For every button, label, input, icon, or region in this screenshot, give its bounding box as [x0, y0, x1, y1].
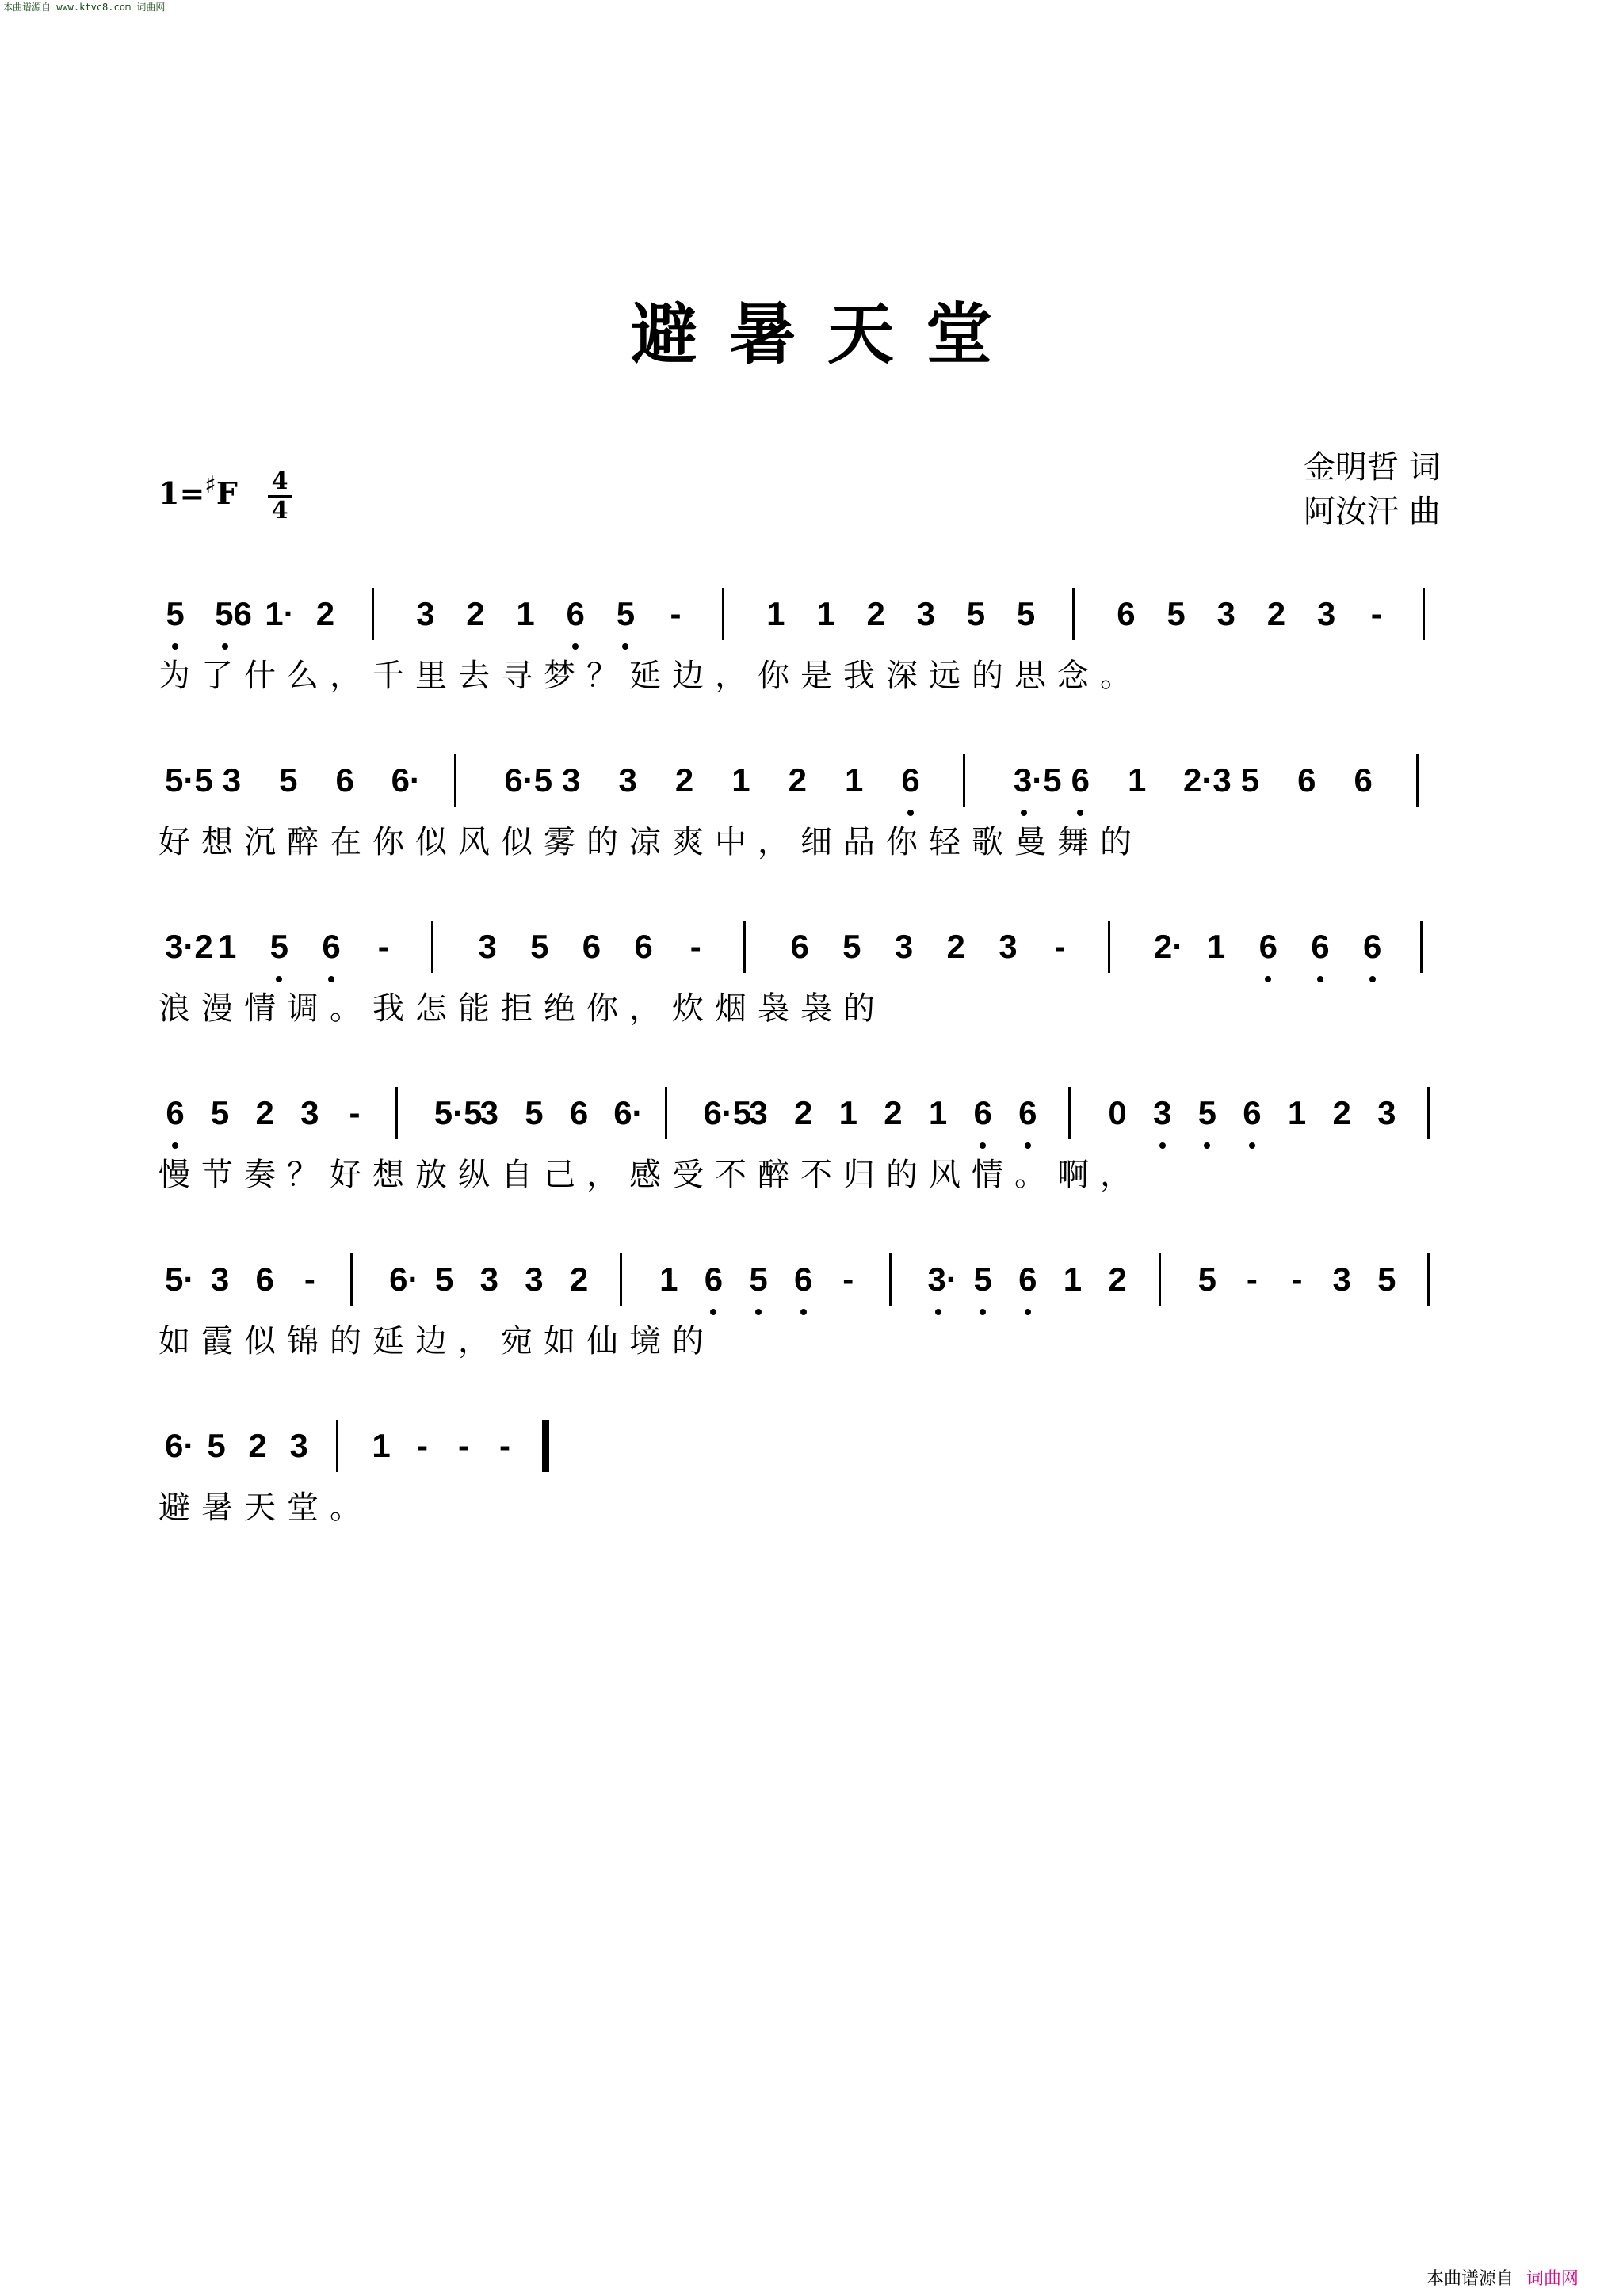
note: 6	[973, 1094, 992, 1131]
note: 5	[749, 1261, 768, 1298]
score-row	[0, 762, 1623, 889]
note: 6·	[391, 761, 421, 799]
lyric-line: 如霞似锦的延边，宛如仙境的	[158, 1323, 715, 1360]
note: 3·	[927, 1261, 957, 1298]
note: 6	[1018, 1261, 1037, 1298]
barline	[743, 921, 746, 973]
note: 6	[1018, 1094, 1037, 1131]
low-octave-dot	[1021, 810, 1027, 816]
note: 2	[255, 1094, 274, 1131]
barline	[1427, 1087, 1430, 1139]
credits	[1304, 445, 1441, 534]
note: 1·	[265, 595, 295, 632]
low-octave-dot	[980, 1309, 986, 1315]
low-octave-dot	[328, 976, 334, 982]
note: 2	[674, 761, 694, 799]
note: 2	[788, 761, 807, 799]
note: 6	[1117, 595, 1136, 632]
note: 1	[1206, 928, 1226, 965]
note: 3	[289, 1427, 308, 1464]
note: -	[377, 928, 389, 965]
key-signature	[158, 471, 238, 511]
note: 5	[525, 1094, 544, 1131]
low-octave-dot	[1159, 1142, 1166, 1149]
note: 6·5	[504, 761, 553, 799]
barline	[372, 588, 374, 640]
note: 1	[766, 595, 785, 632]
note: 3	[1316, 595, 1336, 632]
note: 1	[928, 1094, 948, 1131]
note: 6·	[613, 1094, 643, 1131]
note: 2	[248, 1427, 267, 1464]
score-row	[0, 929, 1623, 1055]
low-octave-dot	[622, 643, 628, 650]
lyric-line: 慢节奏？好想放纵自己，感受不醉不归的风情。啊，	[158, 1157, 1143, 1193]
note: 6	[1297, 761, 1316, 799]
note: 2	[794, 1094, 813, 1131]
low-octave-dot	[1249, 1142, 1255, 1149]
barline	[454, 754, 456, 807]
note: -	[1054, 928, 1066, 965]
score-row	[0, 596, 1623, 723]
low-octave-dot	[710, 1309, 716, 1315]
note: 1	[217, 928, 237, 965]
note: 5	[1240, 761, 1260, 799]
note: 2	[1266, 595, 1286, 632]
note: 5·5	[433, 1094, 483, 1131]
barline	[1108, 921, 1110, 973]
key-label: 1=	[158, 475, 205, 511]
note: 3	[749, 1094, 768, 1131]
note: 2	[866, 595, 885, 632]
lyric-line: 避暑天堂。	[158, 1489, 372, 1526]
lyric-line: 好想沉醉在你似风似雾的凉爽中，细品你轻歌曼舞的	[158, 824, 1143, 860]
note: -	[1370, 595, 1382, 632]
note: -	[304, 1261, 315, 1298]
barline	[1068, 1087, 1071, 1139]
note: 3	[618, 761, 637, 799]
watermark-prefix: 本曲谱源自	[1426, 2269, 1514, 2289]
barline	[722, 588, 724, 640]
note: 1	[516, 595, 535, 632]
barline	[1416, 754, 1419, 807]
note: 2	[884, 1094, 903, 1131]
note: 5	[842, 928, 861, 965]
note: 3	[1152, 1094, 1172, 1131]
note: 6	[255, 1261, 274, 1298]
note: 5	[166, 595, 185, 632]
note: 5	[530, 928, 549, 965]
barline	[431, 921, 433, 973]
note: 2	[315, 595, 335, 632]
note: 6·	[165, 1427, 195, 1464]
watermark-site-link[interactable]: 词曲网	[1526, 2269, 1579, 2289]
lyric-line: 为了什么，千里去寻梦？延边，你是我深远的思念。	[158, 658, 1143, 694]
barline	[1423, 588, 1425, 640]
note: 6·	[389, 1261, 419, 1298]
watermark-top: 本曲谱源自 www.ktvc8.com 词曲网	[3, 2, 166, 13]
note: -	[689, 928, 701, 965]
note: 5	[616, 595, 636, 632]
note: 5	[435, 1261, 454, 1298]
note: 5·	[165, 1261, 195, 1298]
note: 3	[525, 1261, 544, 1298]
note: 3	[479, 1094, 499, 1131]
low-octave-dot	[1077, 810, 1083, 816]
low-octave-dot	[1025, 1142, 1031, 1149]
note: -	[458, 1427, 469, 1464]
note: -	[1291, 1261, 1303, 1298]
note: 6	[1362, 928, 1382, 965]
barline	[665, 1087, 667, 1139]
note: 3	[479, 1261, 499, 1298]
note: -	[417, 1427, 428, 1464]
note: 3	[300, 1094, 319, 1131]
barline	[336, 1420, 338, 1472]
note: 3	[222, 761, 242, 799]
note: 2	[1108, 1261, 1127, 1298]
barline	[350, 1253, 353, 1306]
note: -	[842, 1261, 854, 1298]
note: 5	[269, 928, 289, 965]
note: 3	[1377, 1094, 1396, 1131]
note: 1	[845, 761, 864, 799]
note: 5	[1377, 1261, 1396, 1298]
note: 6	[1243, 1094, 1262, 1131]
barline	[1427, 1253, 1430, 1306]
note: -	[670, 595, 682, 632]
score-row	[0, 1261, 1623, 1388]
barline	[1420, 921, 1423, 973]
note: -	[349, 1094, 361, 1131]
note: 6	[1354, 761, 1373, 799]
note: 2	[946, 928, 965, 965]
low-octave-dot	[1025, 1309, 1031, 1315]
note: 5	[1167, 595, 1186, 632]
low-octave-dot	[172, 1142, 178, 1149]
note: 5·5	[165, 761, 213, 799]
note: 3	[999, 928, 1018, 965]
low-octave-dot	[755, 1309, 762, 1315]
low-octave-dot	[1204, 1142, 1210, 1149]
low-octave-dot	[1317, 976, 1323, 982]
lyric-line: 浪漫情调。我怎能拒绝你，炊烟袅袅的	[158, 990, 886, 1027]
note: 6	[335, 761, 354, 799]
barline	[1072, 588, 1075, 640]
low-octave-dot	[1369, 976, 1376, 982]
key-note: F	[216, 475, 238, 511]
final-barline	[542, 1420, 549, 1472]
low-octave-dot	[222, 643, 228, 650]
note: 1	[838, 1094, 857, 1131]
note: 3	[478, 928, 497, 965]
lyricist: 金明哲 词	[1304, 449, 1441, 486]
note: 3·5	[1013, 761, 1062, 799]
note: 6	[1311, 928, 1330, 965]
time-signature	[268, 469, 292, 524]
note: 3	[1332, 1261, 1351, 1298]
note: 3	[416, 595, 435, 632]
note: 6	[582, 928, 601, 965]
time-denominator: 4	[271, 497, 288, 524]
note: 2	[1332, 1094, 1351, 1131]
note: 1	[816, 595, 835, 632]
note: 6	[901, 761, 920, 799]
watermark-bottom	[1426, 2265, 1579, 2290]
song-title: 避暑天堂	[630, 295, 1024, 373]
note: 6	[704, 1261, 724, 1298]
note: 6	[566, 595, 585, 632]
note: 1	[659, 1261, 678, 1298]
note: 6	[322, 928, 341, 965]
note: 1	[731, 761, 750, 799]
sharp-icon: ♯	[204, 471, 216, 499]
low-octave-dot	[276, 976, 282, 982]
barline	[395, 1087, 398, 1139]
note: 3·2	[165, 928, 213, 965]
note: -	[499, 1427, 510, 1464]
note: 2·	[1153, 928, 1184, 965]
time-numerator: 4	[271, 467, 288, 495]
barline	[620, 1253, 622, 1306]
low-octave-dot	[935, 1309, 941, 1315]
note: 1	[1063, 1261, 1083, 1298]
low-octave-dot	[572, 643, 579, 650]
low-octave-dot	[907, 810, 914, 816]
note: 5	[973, 1261, 992, 1298]
note: 5	[210, 1094, 230, 1131]
barline	[1159, 1253, 1161, 1306]
score-row	[0, 1428, 1623, 1554]
barline	[963, 754, 965, 807]
note: 3	[894, 928, 914, 965]
low-octave-dot	[800, 1309, 807, 1315]
low-octave-dot	[172, 643, 178, 650]
note: 2·3	[1183, 761, 1232, 799]
low-octave-dot	[980, 1142, 986, 1149]
note: 6·5	[703, 1094, 752, 1131]
note: 2	[569, 1261, 589, 1298]
note: 2	[466, 595, 485, 632]
note: 5	[1016, 595, 1036, 632]
note: 1	[372, 1427, 391, 1464]
note: 0	[1108, 1094, 1127, 1131]
note: 5	[1197, 1094, 1216, 1131]
note: -	[1246, 1261, 1258, 1298]
note: 5	[279, 761, 298, 799]
note: 6	[1071, 761, 1090, 799]
note: 5	[966, 595, 986, 632]
note: 3	[916, 595, 935, 632]
note: 1	[1127, 761, 1147, 799]
note: 3	[1216, 595, 1235, 632]
note: 3	[562, 761, 581, 799]
score-row	[0, 1095, 1623, 1222]
composer: 阿汝汗 曲	[1304, 494, 1441, 530]
note: 1	[1287, 1094, 1307, 1131]
note: 56	[215, 595, 252, 632]
note: 6	[790, 928, 809, 965]
note: 6	[794, 1261, 813, 1298]
note: 6	[166, 1094, 185, 1131]
note: 5	[207, 1427, 226, 1464]
note: 3	[210, 1261, 230, 1298]
note: 6	[569, 1094, 589, 1131]
note: 6	[634, 928, 653, 965]
low-octave-dot	[1265, 976, 1271, 982]
barline	[889, 1253, 892, 1306]
note: 5	[1197, 1261, 1216, 1298]
note: 6	[1258, 928, 1277, 965]
